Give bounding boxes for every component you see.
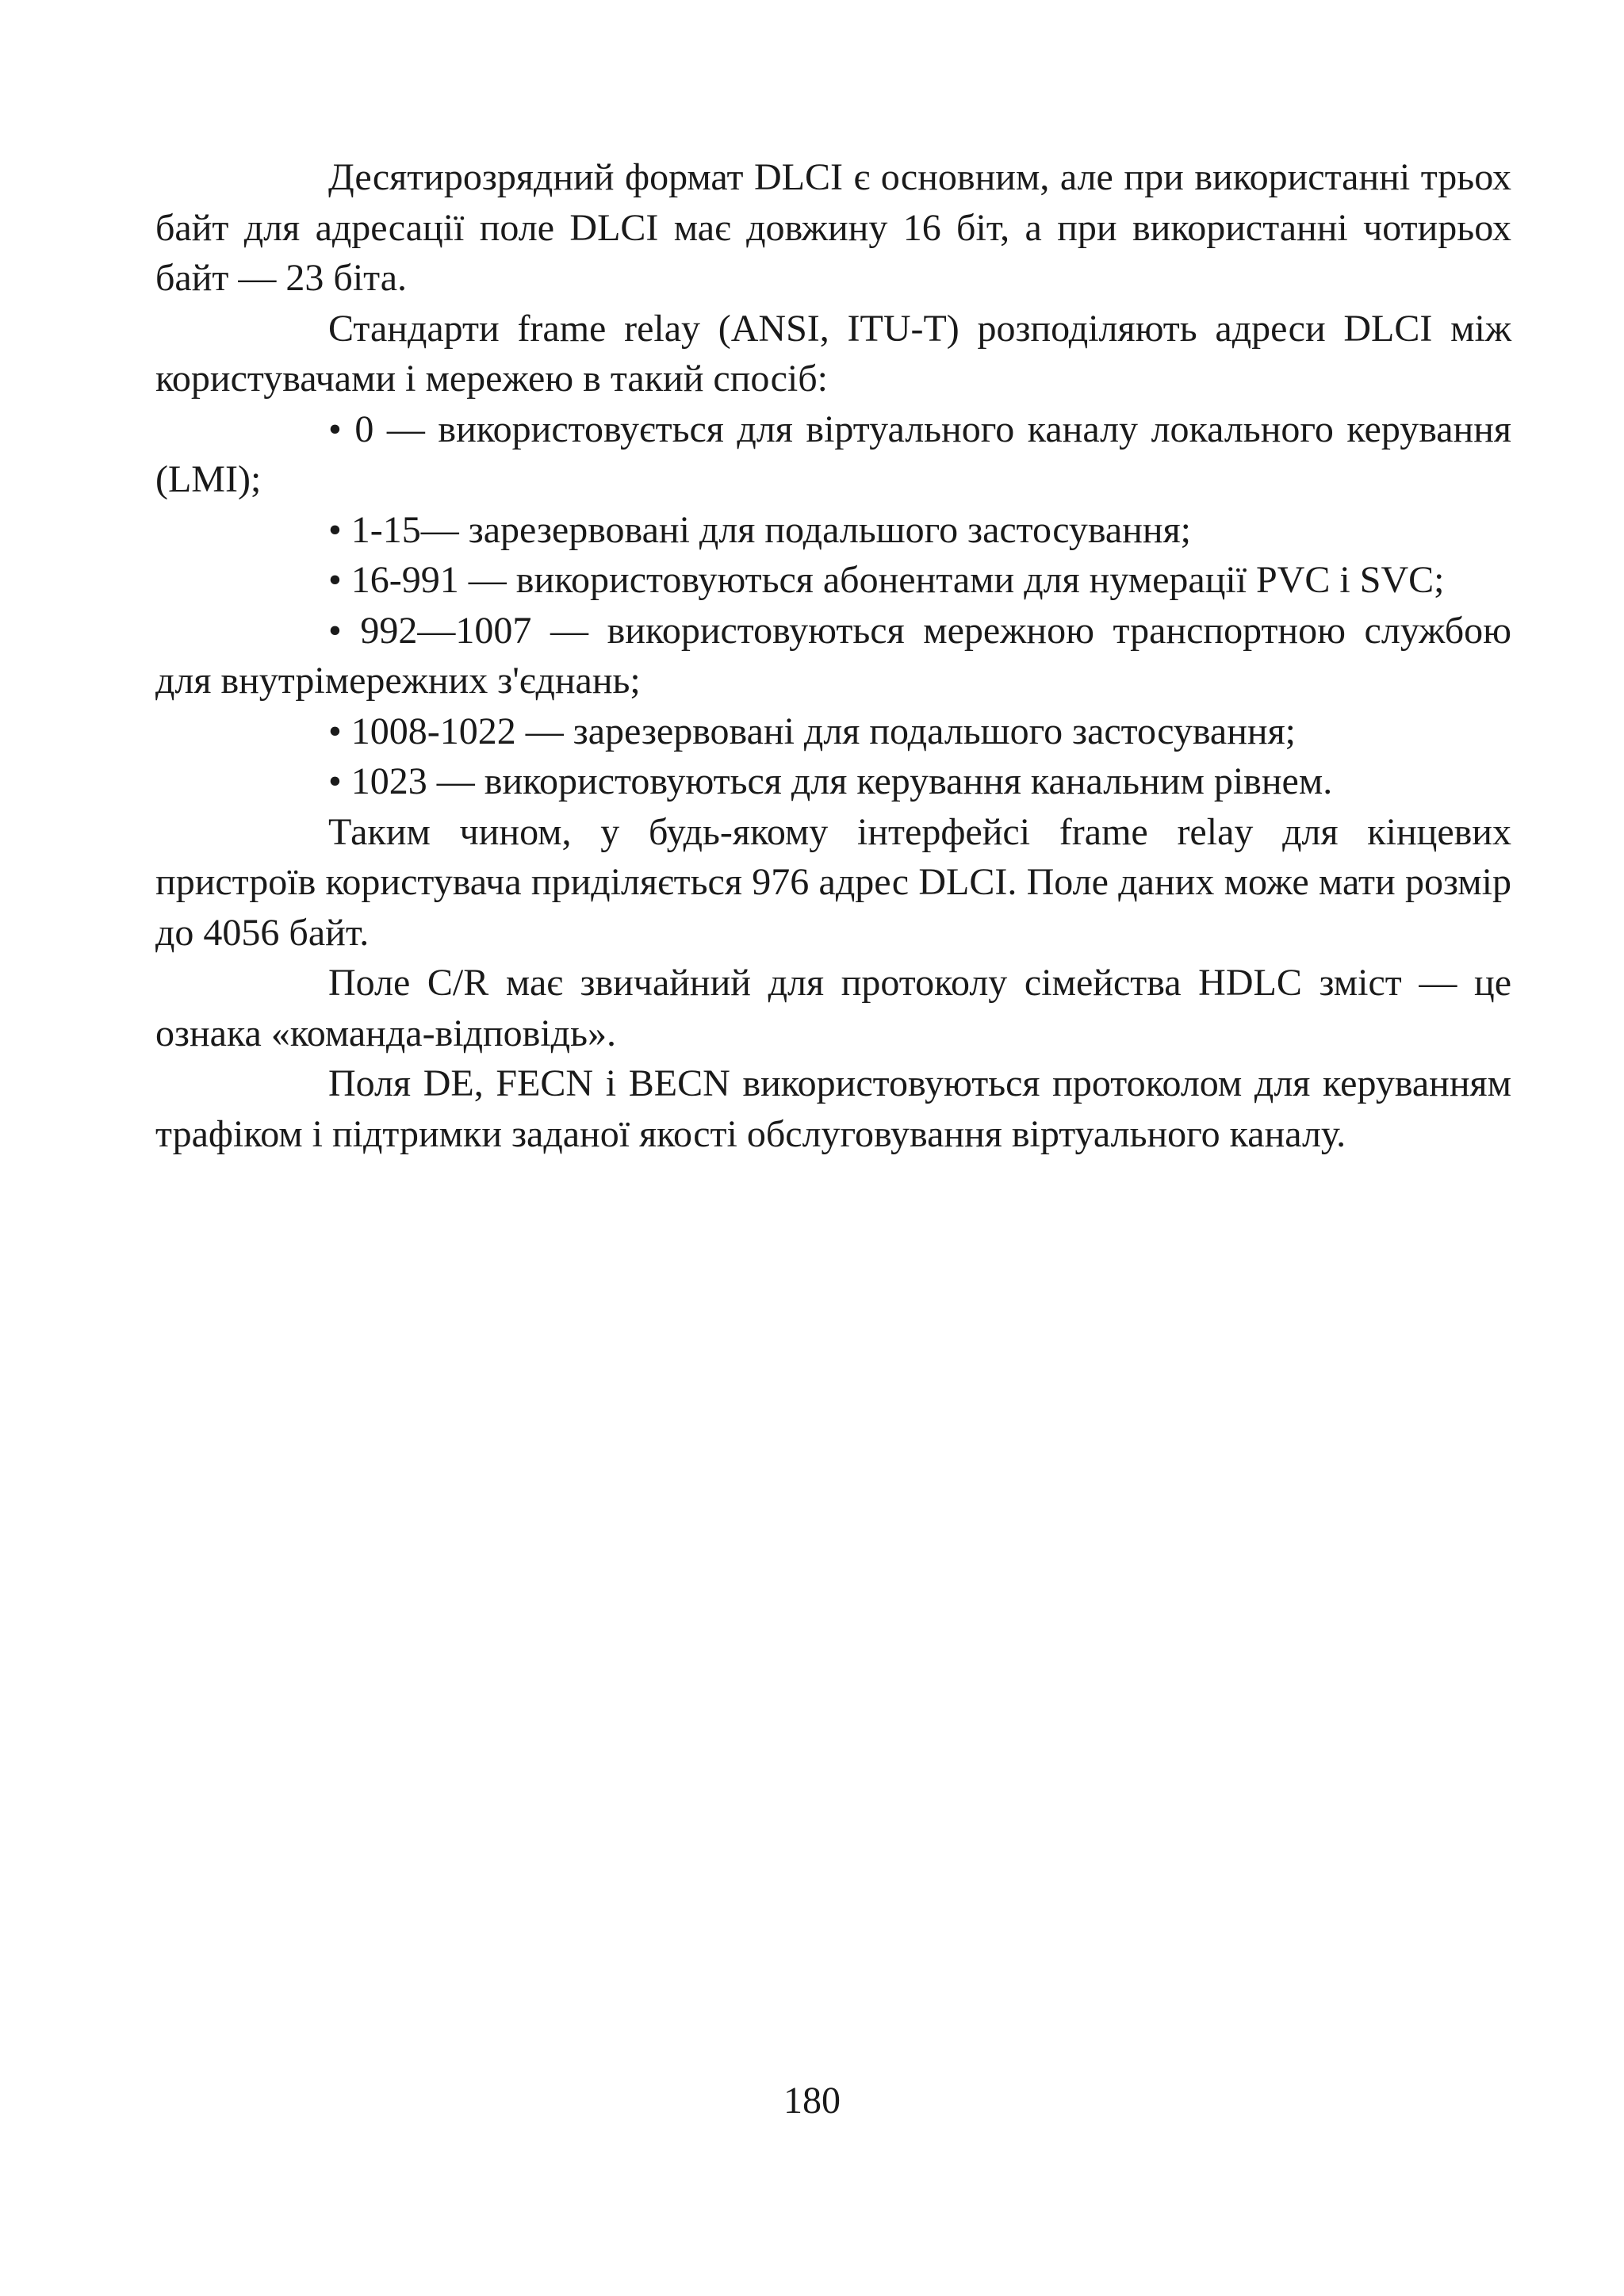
list-item-dlci-16-991: • 16-991 — використовуються абонентами для нумерації PVC і SVC; <box>328 559 1445 601</box>
list-item-dlci-1023: • 1023 — використовуються для керування канальним рівнем. <box>328 760 1333 802</box>
list-item-dlci-0: • 0 — використовується для віртуального каналу локального керування (LMI); <box>155 408 1511 500</box>
paragraph-cr-field: Поле C/R має звичайний для протоколу сімейства HDLC зміст — це ознака «команда-відповідь». <box>155 962 1511 1054</box>
list-item-dlci-992-1007: • 992—1007 — використовуються мережною транспортною службою для внутрімережних з'єднань; <box>155 609 1511 702</box>
page-body <box>155 152 1511 1159</box>
list-item-dlci-1-15: • 1-15— зарезервовані для подальшого застосування; <box>328 508 1192 551</box>
paragraph-address-count: Таким чином, у будь-якому інтерфейсі frame relay для кінцевих пристроїв користувача приділяється 976 адрес DLCI. Поле даних може мати розмір до 4056 байт. <box>155 810 1511 954</box>
paragraph-dlci-format: Десятирозрядний формат DLCI є основним, але при використанні трьох байт для адресації поле DLCI має довжину 16 біт, а при використанні чотирьох байт — 23 біта. <box>155 156 1511 299</box>
page-number: 180 <box>783 2080 841 2122</box>
paragraph-dlci-standards: Стандарти frame relay (ANSI, ITU-T) розподіляють адреси DLCI між користувачами і мережею в такий спосіб: <box>155 307 1511 400</box>
list-item-dlci-1008-1022: • 1008-1022 — зарезервовані для подальшого застосування; <box>328 710 1297 752</box>
paragraph-de-fecn-becn: Поля DE, FECN і BECN використовуються протоколом для керуванням трафіком і підтримки заданої якості обслуговування віртуального каналу. <box>155 1062 1511 1155</box>
